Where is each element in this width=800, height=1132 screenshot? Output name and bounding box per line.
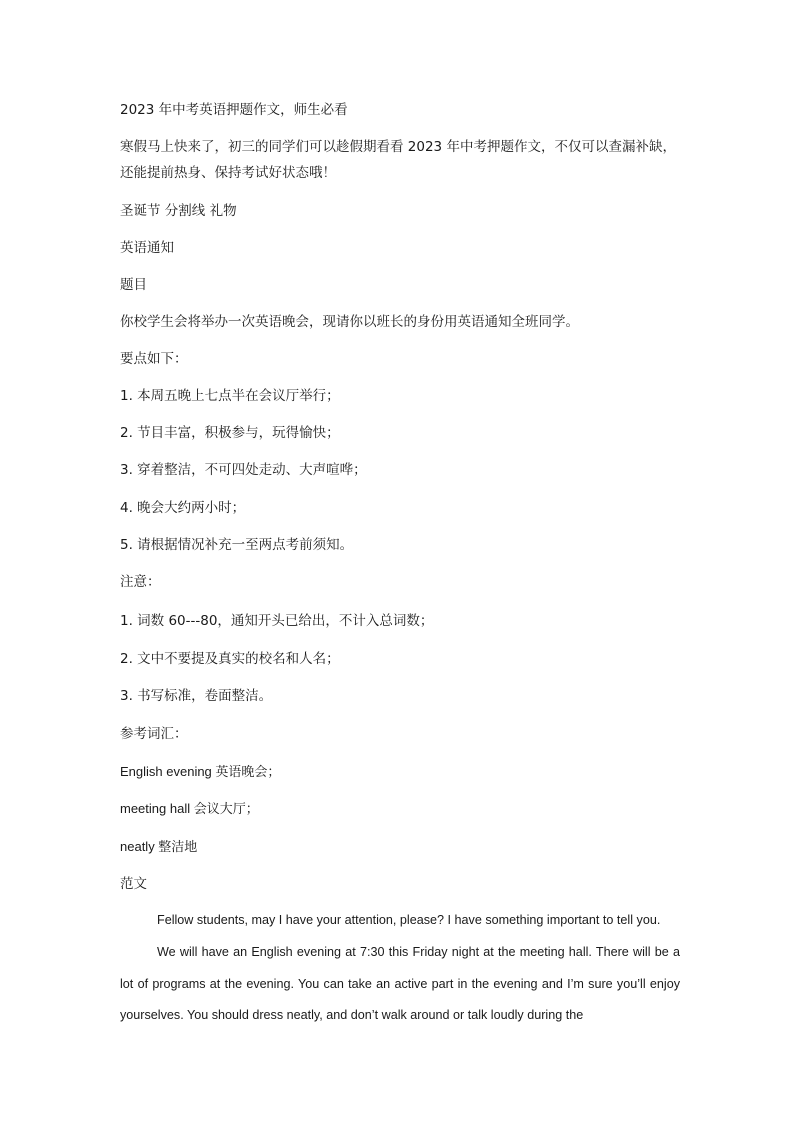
note-item: 3. 书写标准，卷面整洁。 (120, 688, 273, 704)
point-item: 5. 请根据情况补充一至两点考前须知。 (120, 537, 354, 553)
vocab-item: neatly 整洁地 (120, 839, 198, 854)
point-item: 3. 穿着整洁，不可四处走动、大声喧哗； (120, 462, 367, 478)
note-item: 2. 文中不要提及真实的校名和人名； (120, 651, 340, 667)
point-item: 2. 节目丰富，积极参与，玩得愉快； (120, 425, 340, 441)
section-heading: 英语通知 (120, 240, 174, 256)
question-text: 你校学生会将举办一次英语晚会，现请你以班长的身份用英语通知全班同学。 (120, 314, 579, 330)
question-heading: 题目 (120, 277, 147, 293)
notes-heading: 注意： (120, 574, 161, 590)
document-title: 2023 年中考英语押题作文，师生必看 (120, 102, 348, 118)
sample-paragraph: We will have an English evening at 7:30 this Friday night at the meeting hall. There will be a lot of programs at the evening. You can take an active part in the evening and I’m sure you’ll enjoy yourselves. You should dress neatly, and don’t walk around or talk loudly during the (120, 945, 680, 1022)
point-item: 4. 晚会大约两小时； (120, 500, 246, 516)
intro-paragraph: 寒假马上快来了，初三的同学们可以趁假期看看 2023 年中考押题作文，不仅可以查漏补缺，还能提前热身、保持考试好状态哦！ (120, 139, 676, 181)
tags-line: 圣诞节 分割线 礼物 (120, 203, 237, 219)
note-item: 1. 词数 60---80，通知开头已给出，不计入总词数； (120, 613, 434, 629)
points-heading: 要点如下： (120, 351, 188, 367)
sample-paragraph: Fellow students, may I have your attention, please? I have something important to tell you. (157, 913, 661, 927)
point-item: 1. 本周五晚上七点半在会议厅举行； (120, 388, 340, 404)
sample-heading: 范文 (120, 876, 147, 892)
vocab-heading: 参考词汇： (120, 726, 188, 742)
vocab-item: English evening 英语晚会； (120, 764, 281, 779)
vocab-item: meeting hall 会议大厅； (120, 801, 259, 816)
